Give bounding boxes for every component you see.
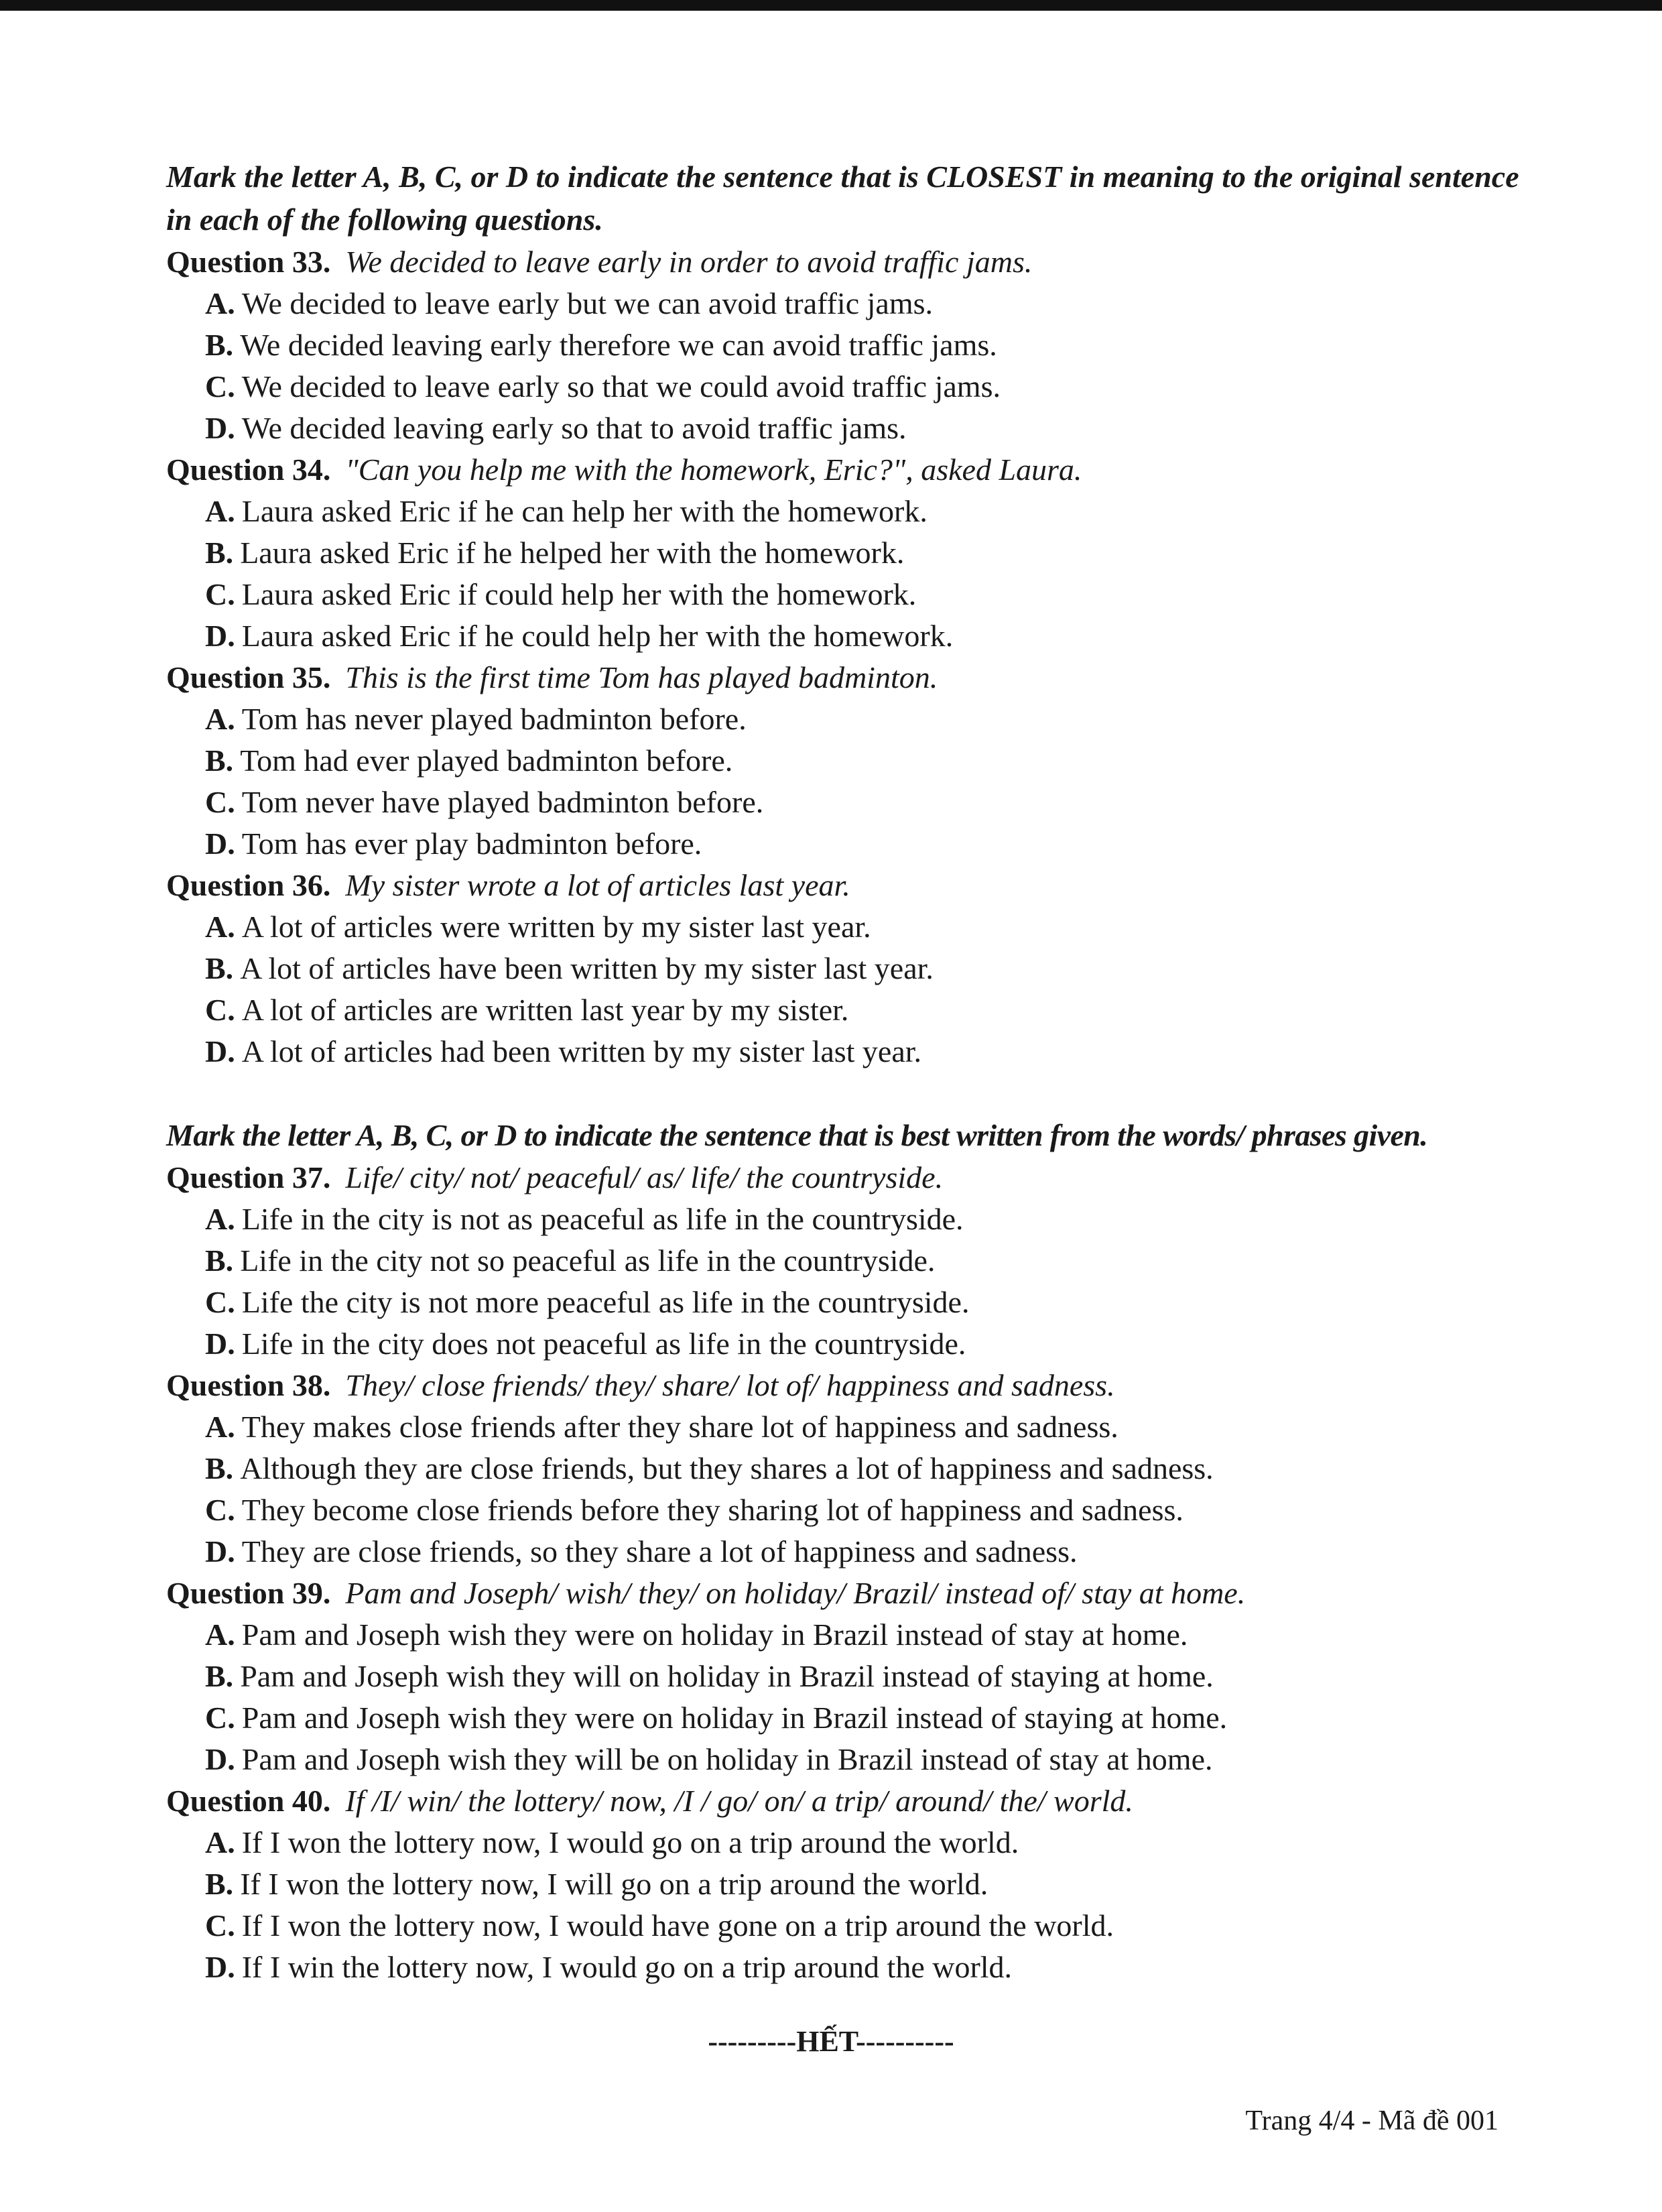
question-text: Life/ city/ not/ peaceful/ as/ life/ the countryside. xyxy=(345,1160,944,1194)
option-a: A. Pam and Joseph wish they were on holiday in Brazil instead of stay at home. xyxy=(205,1617,1188,1652)
question-text: This is the first time Tom has played badminton. xyxy=(345,660,938,694)
option-c: C. If I won the lottery now, I would have gone on a trip around the world. xyxy=(205,1908,1114,1943)
question-40 xyxy=(166,1780,1533,1988)
page-footer: Trang 4/4 - Mã đề 001 xyxy=(1245,2105,1498,2136)
option-c: C. Pam and Joseph wish they were on holiday in Brazil instead of staying at home. xyxy=(205,1701,1228,1735)
option-c: C. Tom never have played badminton before. xyxy=(205,785,764,819)
section-closest-meaning xyxy=(166,156,1533,1072)
question-38 xyxy=(166,1365,1533,1573)
option-b: B. A lot of articles have been written by my sister last year. xyxy=(205,951,934,985)
option-a: A. Laura asked Eric if he can help her with the homework. xyxy=(205,494,928,528)
option-b: B. Laura asked Eric if he helped her with the homework. xyxy=(205,536,905,570)
question-label: Question 40. xyxy=(166,1784,331,1818)
option-d: D. Life in the city does not peaceful as life in the countryside. xyxy=(205,1327,966,1361)
option-b: B. Although they are close friends, but they shares a lot of happiness and sadness. xyxy=(205,1451,1214,1485)
option-d: D. They are close friends, so they share a lot of happiness and sadness. xyxy=(205,1534,1078,1569)
question-label: Question 37. xyxy=(166,1160,331,1194)
option-c: C. We decided to leave early so that we could avoid traffic jams. xyxy=(205,369,1001,404)
option-d: D. A lot of articles had been written by my sister last year. xyxy=(205,1034,922,1068)
question-text: They/ close friends/ they/ share/ lot of/ happiness and sadness. xyxy=(345,1368,1115,1402)
question-label: Question 36. xyxy=(166,868,331,902)
question-33 xyxy=(166,241,1533,449)
question-label: Question 38. xyxy=(166,1368,331,1402)
question-text: My sister wrote a lot of articles last year. xyxy=(345,868,850,902)
scan-top-border xyxy=(0,0,1662,11)
option-b: B. Tom had ever played badminton before. xyxy=(205,743,733,778)
option-c: C. Life the city is not more peaceful as life in the countryside. xyxy=(205,1285,970,1319)
option-a: A. We decided to leave early but we can avoid traffic jams. xyxy=(205,286,934,320)
question-text: Pam and Joseph/ wish/ they/ on holiday/ Brazil/ instead of/ stay at home. xyxy=(345,1576,1246,1610)
option-c: C. Laura asked Eric if could help her with the homework. xyxy=(205,577,917,611)
question-37 xyxy=(166,1157,1533,1365)
option-c: C. They become close friends before they sharing lot of happiness and sadness. xyxy=(205,1493,1184,1527)
section-instruction: Mark the letter A, B, C, or D to indicate the sentence that is CLOSEST in meaning to the original sentence in each of the following questions. xyxy=(166,160,1519,237)
question-label: Question 39. xyxy=(166,1576,331,1610)
section-instruction: Mark the letter A, B, C, or D to indicate the sentence that is best written from the words/ phrases given. xyxy=(166,1118,1428,1152)
option-b: B. Life in the city not so peaceful as life in the countryside. xyxy=(205,1243,936,1278)
section-spacer xyxy=(166,1072,1533,1114)
option-a: A. Life in the city is not as peaceful as life in the countryside. xyxy=(205,1202,964,1236)
option-b: B. Pam and Joseph wish they will on holiday in Brazil instead of staying at home. xyxy=(205,1659,1214,1693)
question-text: We decided to leave early in order to avoid traffic jams. xyxy=(345,245,1033,279)
question-35 xyxy=(166,657,1533,865)
question-label: Question 35. xyxy=(166,660,331,694)
question-text: If /I/ win/ the lottery/ now, /I / go/ on/ a trip/ around/ the/ world. xyxy=(345,1784,1133,1818)
exam-page xyxy=(166,156,1533,1988)
question-label: Question 33. xyxy=(166,245,331,279)
question-label: Question 34. xyxy=(166,452,331,487)
end-of-exam-mark: ---------HẾT---------- xyxy=(708,2025,954,2058)
option-a: A. If I won the lottery now, I would go on a trip around the world. xyxy=(205,1825,1019,1859)
option-d: D. Pam and Joseph wish they will be on holiday in Brazil instead of stay at home. xyxy=(205,1742,1213,1776)
option-d: D. We decided leaving early so that to avoid traffic jams. xyxy=(205,411,907,445)
question-39 xyxy=(166,1573,1533,1780)
question-34 xyxy=(166,449,1533,657)
option-d: D. Tom has ever play badminton before. xyxy=(205,826,702,861)
section-sentence-building xyxy=(166,1114,1533,1988)
option-b: B. We decided leaving early therefore we can avoid traffic jams. xyxy=(205,328,997,362)
option-d: D. Laura asked Eric if he could help her with the homework. xyxy=(205,619,954,653)
option-c: C. A lot of articles are written last year by my sister. xyxy=(205,993,849,1027)
question-text: "Can you help me with the homework, Eric?", asked Laura. xyxy=(345,452,1082,487)
option-a: A. A lot of articles were written by my sister last year. xyxy=(205,910,871,944)
option-a: A. They makes close friends after they share lot of happiness and sadness. xyxy=(205,1410,1118,1444)
option-a: A. Tom has never played badminton before. xyxy=(205,702,747,736)
option-b: B. If I won the lottery now, I will go on a trip around the world. xyxy=(205,1867,988,1901)
question-36 xyxy=(166,865,1533,1072)
option-d: D. If I win the lottery now, I would go on a trip around the world. xyxy=(205,1950,1013,1984)
